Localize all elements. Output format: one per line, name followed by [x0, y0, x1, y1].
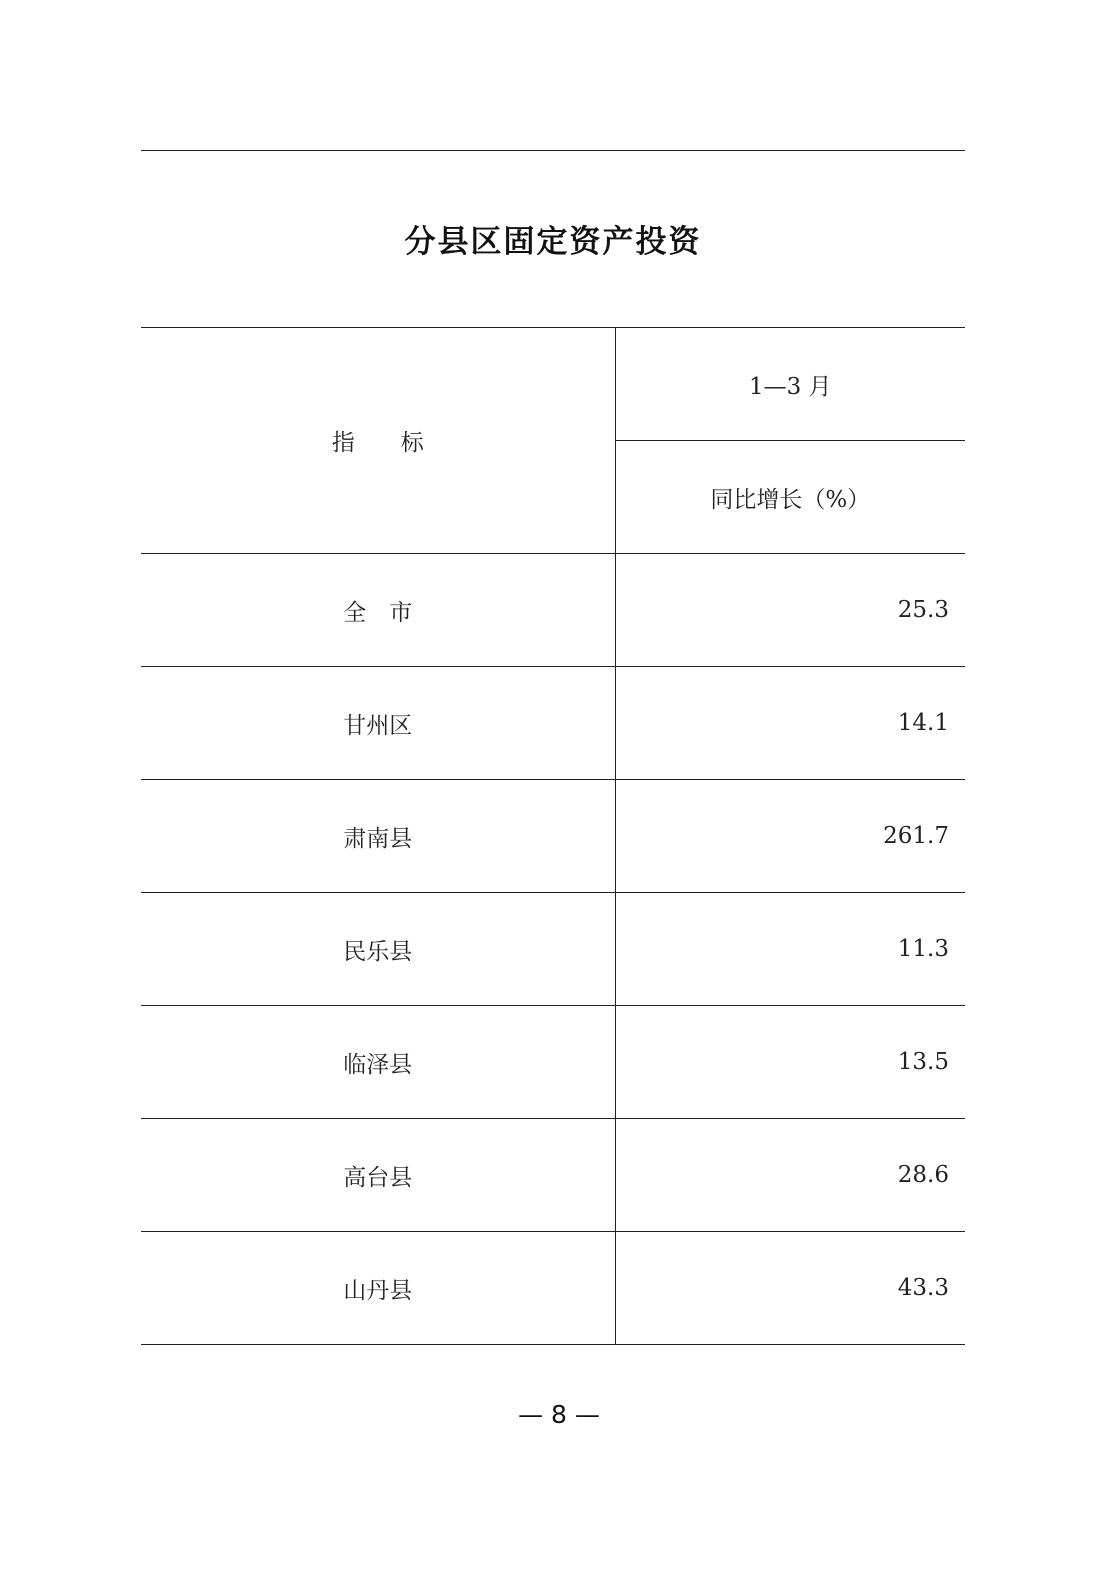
table-header-row	[141, 328, 965, 441]
top-rule	[141, 150, 965, 151]
row-value: 43.3	[615, 1232, 965, 1345]
table-row	[141, 1006, 965, 1119]
row-name: 民乐县	[141, 893, 615, 1006]
table-row	[141, 554, 965, 667]
row-name: 临泽县	[141, 1006, 615, 1119]
row-value: 28.6	[615, 1119, 965, 1232]
header-indicator: 指 标	[141, 328, 615, 554]
table-row	[141, 667, 965, 780]
row-value: 25.3	[615, 554, 965, 667]
table-row	[141, 1119, 965, 1232]
table-row	[141, 780, 965, 893]
row-value: 261.7	[615, 780, 965, 893]
page-number: — 8 —	[518, 1400, 600, 1429]
row-name: 肃南县	[141, 780, 615, 893]
header-period: 1—3 月	[615, 328, 965, 441]
row-value: 14.1	[615, 667, 965, 780]
header-measure: 同比增长（%）	[615, 441, 965, 554]
row-value: 13.5	[615, 1006, 965, 1119]
row-value: 11.3	[615, 893, 965, 1006]
table-row	[141, 1232, 965, 1345]
row-name: 高台县	[141, 1119, 615, 1232]
stats-table	[141, 327, 965, 1345]
page-title: 分县区固定资产投资	[404, 224, 702, 260]
table-row	[141, 893, 965, 1006]
row-name: 甘州区	[141, 667, 615, 780]
row-name: 山丹县	[141, 1232, 615, 1345]
row-name: 全 市	[141, 554, 615, 667]
